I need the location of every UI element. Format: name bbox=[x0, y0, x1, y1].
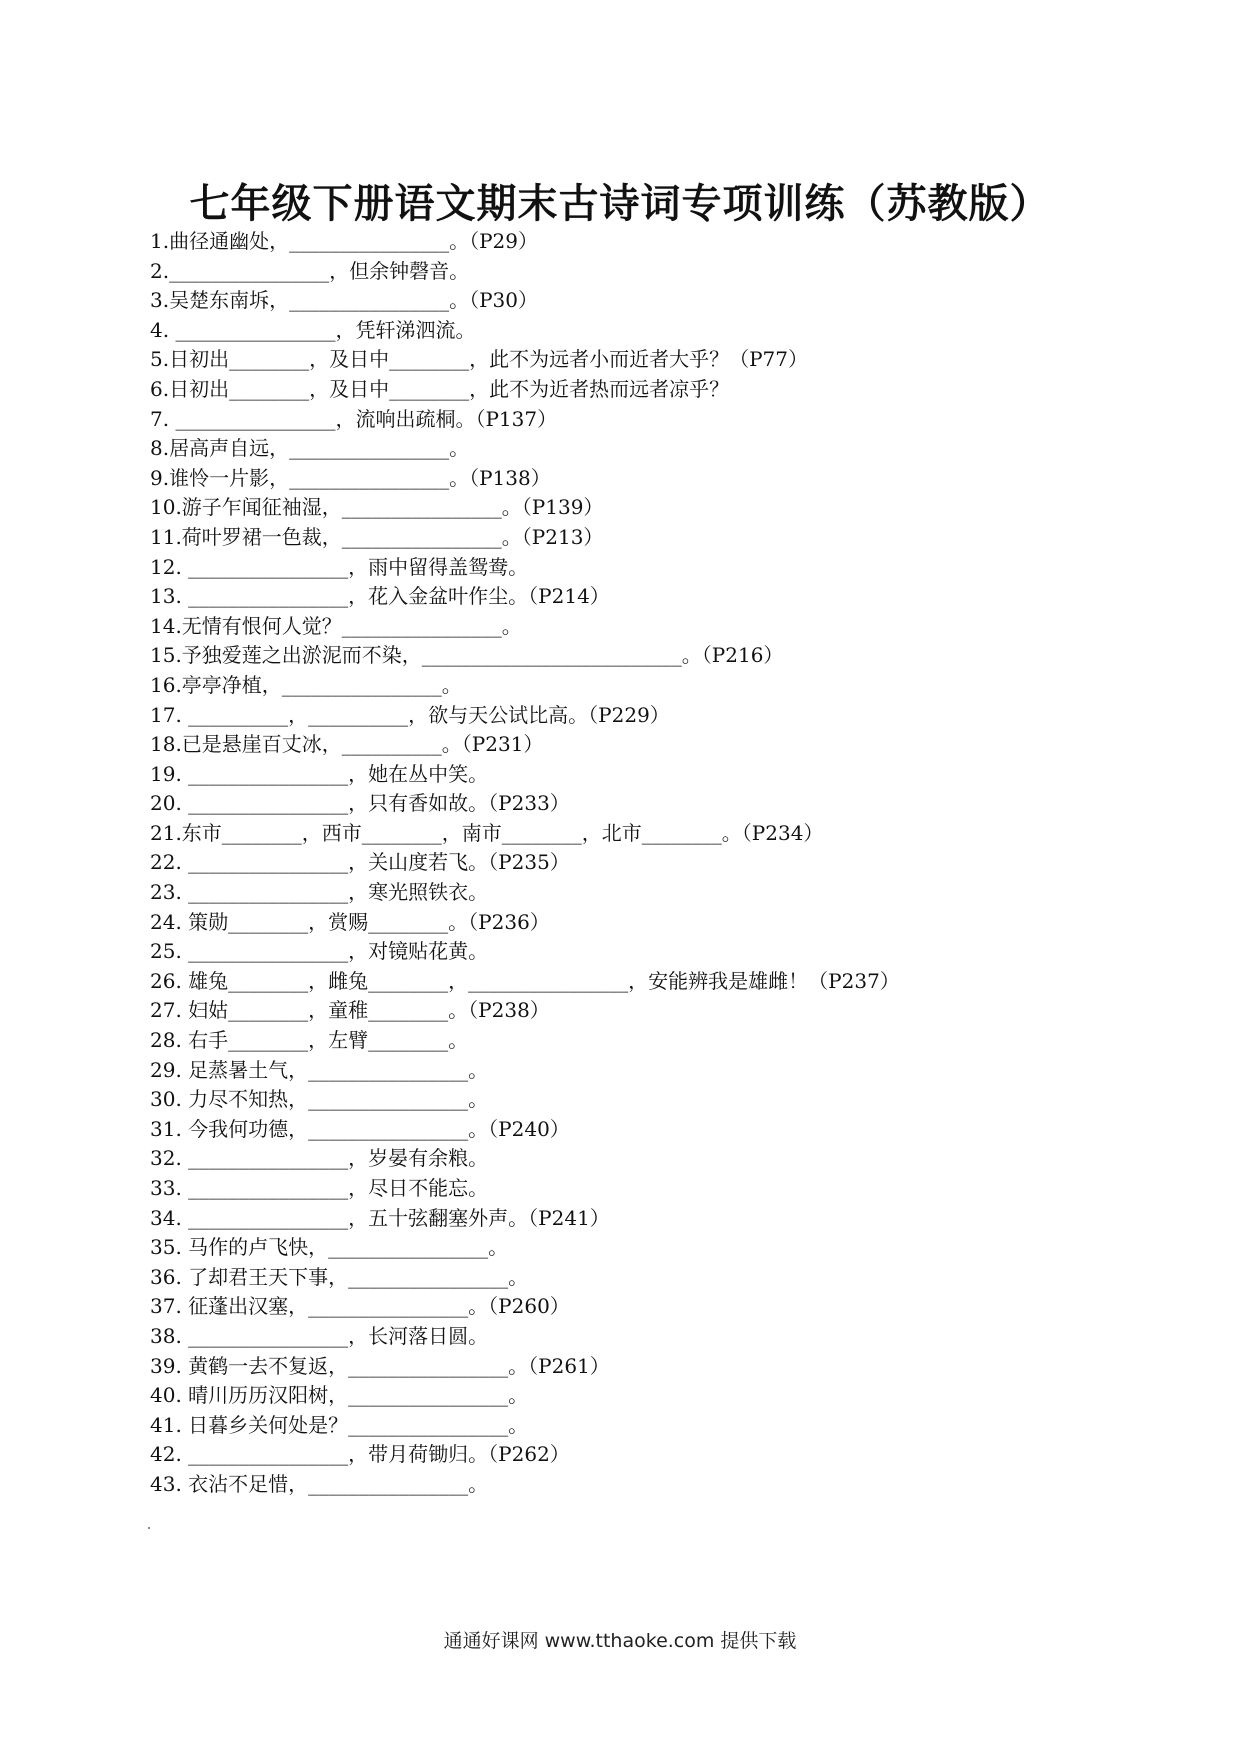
question-item bbox=[150, 227, 1130, 257]
question-text: 41. 日暮乡关何处是？________________。 bbox=[150, 1412, 529, 1437]
question-item bbox=[150, 760, 1130, 790]
footer-source: 通通好课网 www.tthaoke.com 提供下载 bbox=[443, 1630, 797, 1652]
question-text: 43. 衣沾不足惜，________________。 bbox=[150, 1471, 489, 1496]
question-text: 3.吴楚东南坼，________________。（P30） bbox=[150, 288, 538, 313]
question-item bbox=[150, 730, 1130, 760]
question-text: 5.日初出________，及日中________，此不为远者小而近者大乎？（P77） bbox=[150, 347, 808, 372]
question-item bbox=[150, 848, 1130, 878]
question-item bbox=[150, 701, 1130, 731]
question-text: 15.予独爱莲之出淤泥而不染，__________________________。（P216） bbox=[150, 643, 784, 668]
question-text: 14.无情有恨何人觉？________________。 bbox=[150, 613, 522, 638]
question-text: 24. 策勋________，赏赐________。（P236） bbox=[150, 909, 550, 934]
question-text: 13. ________________，花入金盆叶作尘。（P214） bbox=[150, 584, 610, 609]
question-text: 17. __________，__________，欲与天公试比高。（P229） bbox=[150, 702, 670, 727]
question-item bbox=[150, 1174, 1130, 1204]
question-item bbox=[150, 523, 1130, 553]
question-item bbox=[150, 257, 1130, 287]
question-item bbox=[150, 405, 1130, 435]
question-text: 31. 今我何功德，________________。（P240） bbox=[150, 1116, 570, 1141]
question-text: 2.________________，但余钟磬音。 bbox=[150, 258, 470, 283]
question-item bbox=[150, 434, 1130, 464]
question-item bbox=[150, 375, 1130, 405]
question-item bbox=[150, 671, 1130, 701]
question-text: 30. 力尽不知热，________________。 bbox=[150, 1087, 489, 1112]
question-text: 11.荷叶罗裙一色裁，________________。（P213） bbox=[150, 524, 604, 549]
question-item bbox=[150, 464, 1130, 494]
scan-dot bbox=[148, 1527, 150, 1529]
question-text: 16.亭亭净植，________________。 bbox=[150, 672, 462, 697]
question-text: 23. ________________，寒光照铁衣。 bbox=[150, 880, 489, 905]
question-item bbox=[150, 286, 1130, 316]
question-text: 25. ________________，对镜贴花黄。 bbox=[150, 939, 489, 964]
question-text: 19. ________________，她在丛中笑。 bbox=[150, 761, 489, 786]
question-item bbox=[150, 1085, 1130, 1115]
question-item bbox=[150, 1115, 1130, 1145]
question-item bbox=[150, 996, 1130, 1026]
question-item bbox=[150, 1381, 1130, 1411]
question-item bbox=[150, 937, 1130, 967]
question-text: 40. 晴川历历汉阳树，________________。 bbox=[150, 1383, 529, 1408]
question-text: 26. 雄兔________，雌兔________，________________，安能辨我是雄雌！（P237） bbox=[150, 968, 900, 993]
question-text: 28. 右手________，左臂________。 bbox=[150, 1028, 469, 1053]
question-item bbox=[150, 493, 1130, 523]
question-item bbox=[150, 553, 1130, 583]
question-item bbox=[150, 1233, 1130, 1263]
question-text: 35. 马作的卢飞快，________________。 bbox=[150, 1235, 509, 1260]
question-item bbox=[150, 1026, 1130, 1056]
question-item bbox=[150, 789, 1130, 819]
question-text: 34. ________________，五十弦翻塞外声。（P241） bbox=[150, 1205, 610, 1230]
question-text: 32. ________________，岁晏有余粮。 bbox=[150, 1146, 489, 1171]
question-list bbox=[150, 227, 1130, 1500]
question-item bbox=[150, 1292, 1130, 1322]
question-text: 6.日初出________，及日中________，此不为近者热而远者凉乎？ bbox=[150, 376, 730, 401]
question-text: 7. ________________，流响出疏桐。（P137） bbox=[150, 406, 558, 431]
question-item bbox=[150, 908, 1130, 938]
question-item bbox=[150, 1352, 1130, 1382]
question-text: 37. 征蓬出汉塞，________________。（P260） bbox=[150, 1294, 570, 1319]
question-text: 38. ________________，长河落日圆。 bbox=[150, 1323, 489, 1348]
question-text: 12. ________________，雨中留得盖鸳鸯。 bbox=[150, 554, 529, 579]
question-item bbox=[150, 1440, 1130, 1470]
question-text: 8.居高声自远，________________。 bbox=[150, 436, 470, 461]
question-text: 39. 黄鹤一去不复返，________________。（P261） bbox=[150, 1353, 610, 1378]
question-text: 22. ________________，关山度若飞。（P235） bbox=[150, 850, 570, 875]
question-text: 20. ________________，只有香如故。（P233） bbox=[150, 791, 570, 816]
question-text: 33. ________________，尽日不能忘。 bbox=[150, 1176, 489, 1200]
question-item bbox=[150, 582, 1130, 612]
page-title: 七年级下册语文期末古诗词专项训练（苏教版） bbox=[189, 180, 1051, 227]
question-item bbox=[150, 345, 1130, 375]
question-text: 29. 足蒸暑土气，________________。 bbox=[150, 1057, 489, 1082]
question-item bbox=[150, 316, 1130, 346]
question-text: 36. 了却君王天下事，________________。 bbox=[150, 1264, 529, 1289]
question-text: 42. ________________，带月荷锄归。（P262） bbox=[150, 1442, 570, 1467]
question-item bbox=[150, 1144, 1130, 1174]
question-item bbox=[150, 1056, 1130, 1086]
question-text: 9.谁怜一片影，________________。（P138） bbox=[150, 465, 551, 490]
question-item bbox=[150, 1204, 1130, 1234]
question-item bbox=[150, 878, 1130, 908]
question-text: 1.曲径通幽处，________________。（P29） bbox=[150, 229, 538, 253]
question-item bbox=[150, 1263, 1130, 1293]
question-item bbox=[150, 1411, 1130, 1441]
question-item bbox=[150, 819, 1130, 849]
question-text: 4. ________________，凭轩涕泗流。 bbox=[150, 317, 476, 342]
question-item bbox=[150, 967, 1130, 997]
question-item bbox=[150, 612, 1130, 642]
question-text: 10.游子乍闻征袖湿，________________。（P139） bbox=[150, 495, 604, 520]
question-text: 18.已是悬崖百丈冰，__________。（P231） bbox=[150, 732, 544, 757]
question-item bbox=[150, 641, 1130, 671]
question-text: 27. 妇姑________，童稚________。（P238） bbox=[150, 998, 550, 1023]
question-item bbox=[150, 1322, 1130, 1352]
question-item bbox=[150, 1470, 1130, 1500]
question-text: 21.东市________，西市________，南市________，北市________。（P234） bbox=[150, 820, 824, 845]
